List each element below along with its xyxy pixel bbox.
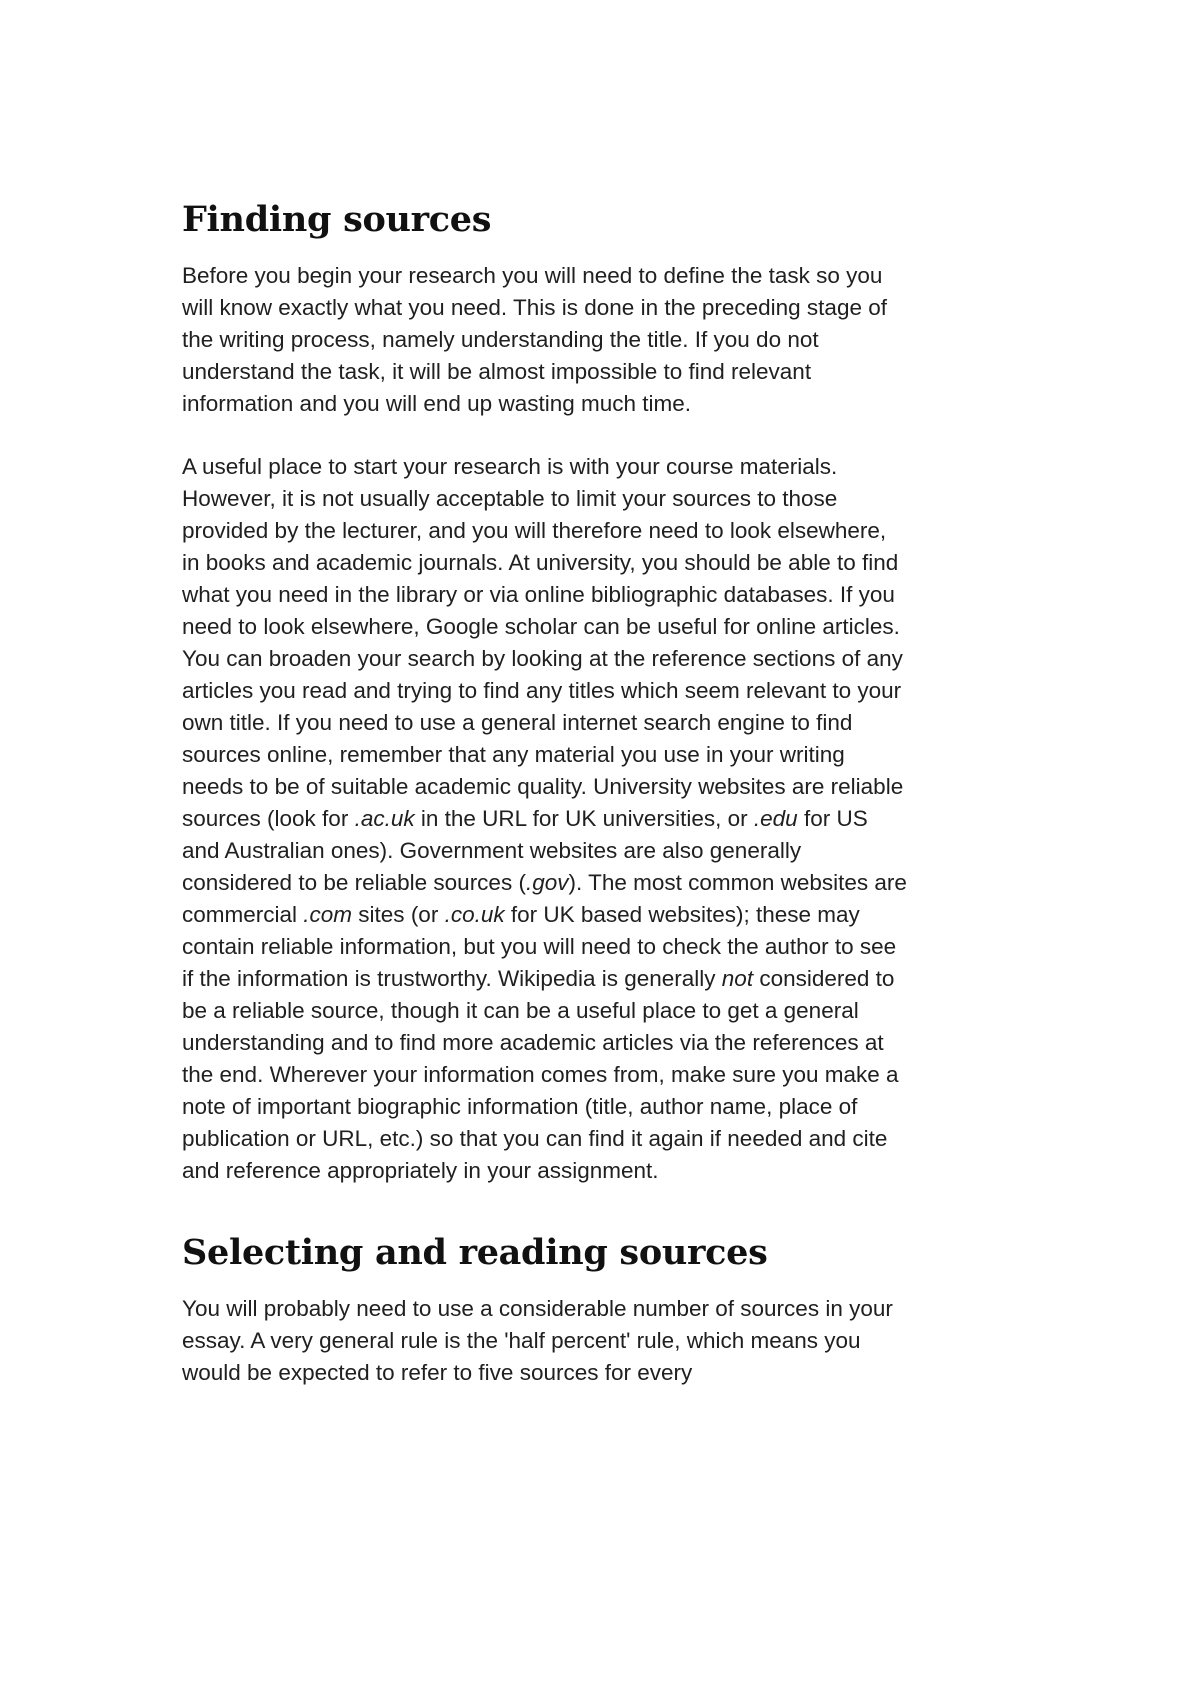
text-run: A useful place to start your research is with your course materials. However, it is not usually acceptable to limit your sources to those provided by the lecturer, and you will therefore need to look elsewhere, in books and academic journals. At university, you should be able to find what you need in the library or via online bibliographic databases. If you need to look elsewhere, Google scholar can be useful for online articles. You can broaden your search by looking at the reference sections of any articles you read and trying to find any titles which seem relevant to your own title. If you need to use a general internet search engine to find sources online, remember that any material you use in your writing needs to be of suitable academic quality. University websites are reliable sources (look for <box>182 454 904 831</box>
text-run: sites (or <box>352 902 445 927</box>
text-run: considered to be a reliable source, though it can be a useful place to get a general understanding and to find more academic articles via the references at the end. Wherever your information comes from, make sure you make a note of important biographic information (title, author name, place of publication or URL, etc.) so that you can find it again if needed and cite and reference appropriately in your assignment. <box>182 966 899 1183</box>
text-run: in the URL for UK universities, or <box>414 806 754 831</box>
document-content <box>182 196 907 1389</box>
domain-ac-uk: .ac.uk <box>354 806 415 831</box>
emphasis-not: not <box>721 966 754 991</box>
heading-selecting-reading: Selecting and reading sources <box>182 1232 768 1273</box>
paragraph-number-of-sources: You will probably need to use a considerable number of sources in your essay. A very general rule is the 'half percent' rule, which means you would be expected to refer to five sources for every <box>182 1296 893 1385</box>
domain-gov: .gov <box>525 870 569 895</box>
text-run: ). The most common websites are commercial <box>182 870 907 927</box>
text-run: for US and Australian ones). Government websites are also generally considered to be reliable sources ( <box>182 806 868 895</box>
domain-edu: .edu <box>753 806 798 831</box>
domain-com: .com <box>303 902 353 927</box>
domain-co-uk: .co.uk <box>444 902 505 927</box>
paragraph-define-task: Before you begin your research you will need to define the task so you will know exactly what you need. This is done in the preceding stage of the writing process, namely understanding the title. If you do not understand the task, it will be almost impossible to find relevant information and you will end up wasting much time. <box>182 263 887 416</box>
text-run: for UK based websites); these may contain reliable information, but you will need to check the author to see if the information is trustworthy. Wikipedia is generally <box>182 902 897 991</box>
paragraph-useful-place <box>182 451 907 1187</box>
heading-finding-sources: Finding sources <box>182 199 492 240</box>
